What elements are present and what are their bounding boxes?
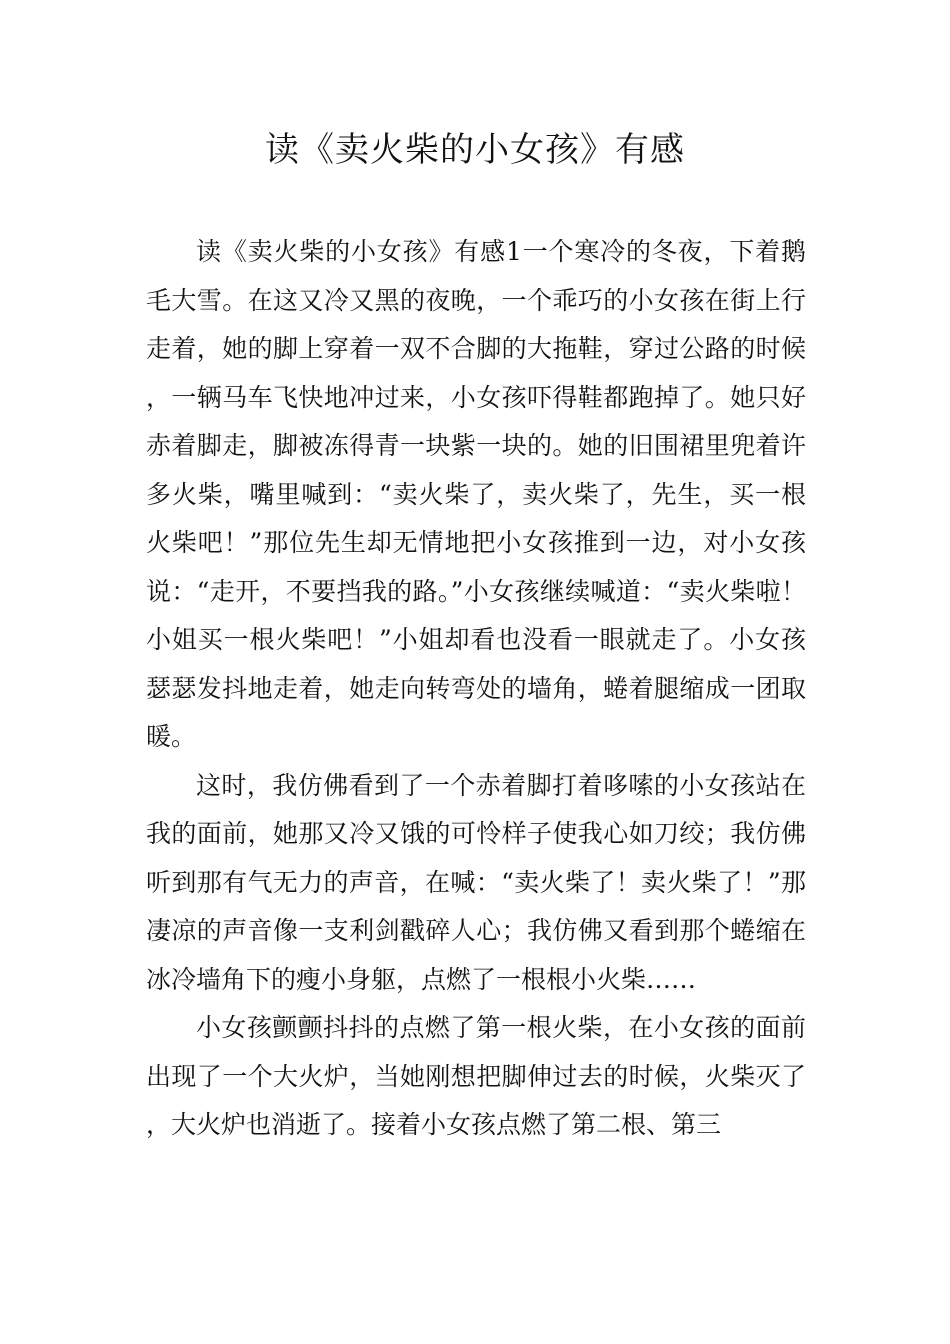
document-title: 读《卖火柴的小女孩》有感 [265,130,685,170]
paragraph: 小女孩颤颤抖抖的点燃了第一根火柴，在小女孩的面前出现了一个大火炉，当她刚想把脚伸过去的时候，火柴灭了，大火炉也消逝了。接着小女孩点燃了第二根、第三 [146,1013,806,1139]
paragraph: 读《卖火柴的小女孩》有感1一个寒冷的冬夜，下着鹅毛大雪。在这又冷又黑的夜晚，一个乖巧的小女孩在街上行走着，她的脚上穿着一双不合脚的大拖鞋，穿过公路的时候，一辆马车飞快地冲过来，小女孩吓得鞋都跑掉了。她只好赤着脚走，脚被冻得青一块紫一块的。她的旧围裙里兜着许多火柴，嘴里喊到：“卖火柴了，卖火柴了，先生，买一根火柴吧！”那位先生却无情地把小女孩推到一边，对小女孩说：“走开，不要挡我的路。”小女孩继续喊道：“卖火柴啦！小姐买一根火柴吧！”小姐却看也没看一眼就走了。小女孩瑟瑟发抖地走着，她走向转弯处的墙角，蜷着腿缩成一团取暖。 [146,237,806,751]
document-body [146,228,806,1150]
paragraph: 这时，我仿佛看到了一个赤着脚打着哆嗦的小女孩站在我的面前，她那又冷又饿的可怜样子使我心如刀绞；我仿佛听到那有气无力的声音，在喊：“卖火柴了！卖火柴了！”那凄凉的声音像一支利剑戳碎人心；我仿佛又看到那个蜷缩在冰冷墙角下的瘦小身躯，点燃了一根根小火柴…… [146,770,806,994]
